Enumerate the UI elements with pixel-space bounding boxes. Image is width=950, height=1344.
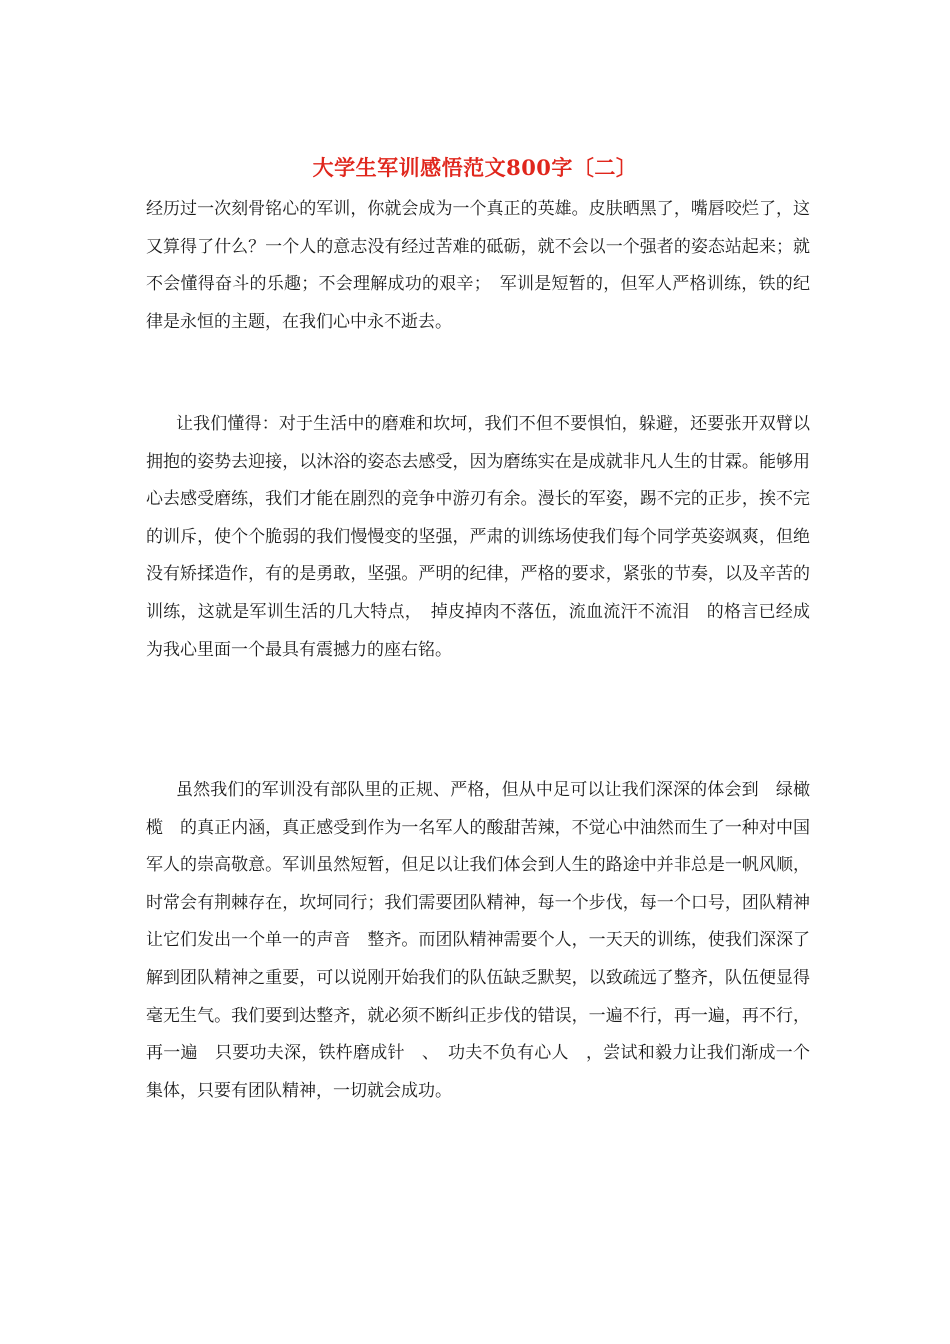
document-title: 大学生军训感悟范文800字〔二〕: [312, 155, 638, 180]
paragraph-3: 虽然我们的军训没有部队里的正规、严格，但从中足可以让我们深深的体会到 绿橄榄 的真正内涵，真正感受到作为一名军人的酸甜苦辣，不觉心中油然而生了一种对中国军人的崇高敬意。军训虽然短暂，但足以让我们体会到人生的路途中并非总是一帆风顺，时常会有荆棘存在，坎坷同行；我们需要团队精神，每一个步伐，每一个口号，团队精神让它们发出一个单一的声音 整齐。而团队精神需要个人，一天天的训练，使我们深深了解到团队精神之重要，可以说刚开始我们的队伍缺乏默契，以致疏远了整齐，队伍便显得毫无生气。我们要到达整齐，就必须不断纠正步伐的错误，一遍不行，再一遍，再不行，再一遍 只要功夫深，铁杵磨成针 、 功夫不负有心人 ，尝试和毅力让我们渐成一个集体，只要有团队精神，一切就会成功。: [146, 780, 810, 1101]
paragraph-1: 经历过一次刻骨铭心的军训，你就会成为一个真正的英雄。皮肤晒黑了，嘴唇咬烂了，这又算得了什么？一个人的意志没有经过苦难的砥砺，就不会以一个强者的姿态站起来；就不会懂得奋斗的乐趣；不会理解成功的艰辛； 军训是短暂的，但军人严格训练，铁的纪律是永恒的主题，在我们心中永不逝去。: [146, 199, 810, 332]
paragraph-2: 让我们懂得：对于生活中的磨难和坎坷，我们不但不要惧怕，躲避，还要张开双臂以拥抱的姿势去迎接，以沐浴的姿态去感受，因为磨练实在是成就非凡人生的甘霖。能够用心去感受磨练，我们才能在剧烈的竞争中游刃有余。漫长的军姿，踢不完的正步，挨不完的训斥，使个个脆弱的我们慢慢变的坚强，严肃的训练场使我们每个同学英姿飒爽，但绝没有矫揉造作，有的是勇敢，坚强。严明的纪律，严格的要求，紧张的节奏，以及辛苦的训练，这就是军训生活的几大特点， 掉皮掉肉不落伍，流血流汗不流泪 的格言已经成为我心里面一个最具有震撼力的座右铭。: [146, 414, 810, 660]
